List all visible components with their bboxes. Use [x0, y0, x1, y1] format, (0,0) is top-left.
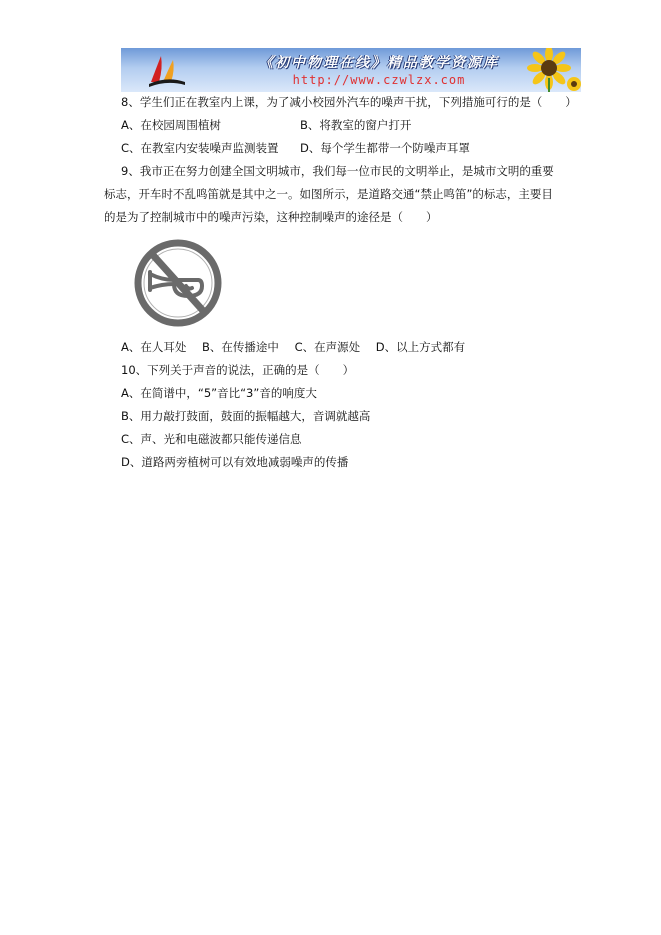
question-10-option-a: A、在简谱中，“5”音比“3”音的响度大 [121, 386, 317, 400]
sunflower-icon [519, 48, 581, 92]
logo-icon [147, 52, 187, 88]
question-9-options [121, 339, 477, 355]
question-9-stem-line-3: 的是为了控制城市中的噪声污染，这种控制噪声的途径是（ ） [104, 210, 438, 224]
question-10-stem: 10、下列关于声音的说法，正确的是（ ） [121, 363, 355, 377]
question-8-option-c: C、在教室内安装噪声监测装置 [121, 141, 279, 155]
question-10-option-d: D、道路两旁植树可以有效地减弱噪声的传播 [121, 455, 349, 469]
question-9-option-c: C、在声源处 [294, 340, 361, 354]
question-8-option-d: D、每个学生都带一个防噪声耳罩 [300, 141, 470, 155]
question-9-option-d: D、以上方式都有 [375, 340, 466, 354]
question-9-option-a: A、在人耳处 [121, 340, 187, 354]
question-8-option-a: A、在校园周围植树 [121, 118, 221, 132]
question-8-option-b: B、将教室的窗户打开 [300, 118, 412, 132]
question-10-option-c: C、声、光和电磁波都只能传递信息 [121, 432, 302, 446]
no-honking-sign-icon [128, 238, 228, 328]
question-9-stem-line-2: 标志，开车时不乱鸣笛就是其中之一。如图所示，是道路交通“禁止鸣笛”的标志，主要目 [104, 187, 553, 201]
question-9-option-b: B、在传播途中 [202, 340, 279, 354]
question-9-stem-line-1: 9、我市正在努力创建全国文明城市，我们每一位市民的文明举止，是城市文明的重要 [121, 164, 554, 178]
question-10-option-b: B、用力敲打鼓面，鼓面的振幅越大，音调就越高 [121, 409, 371, 423]
header-banner [121, 48, 581, 92]
banner-title: 《初中物理在线》精品教学资源库 [259, 55, 499, 71]
question-8-stem: 8、学生们正在教室内上课，为了减小校园外汽车的噪声干扰，下列措施可行的是（ ） [121, 95, 577, 109]
banner-url: http://www.czwlzx.com [292, 73, 466, 87]
